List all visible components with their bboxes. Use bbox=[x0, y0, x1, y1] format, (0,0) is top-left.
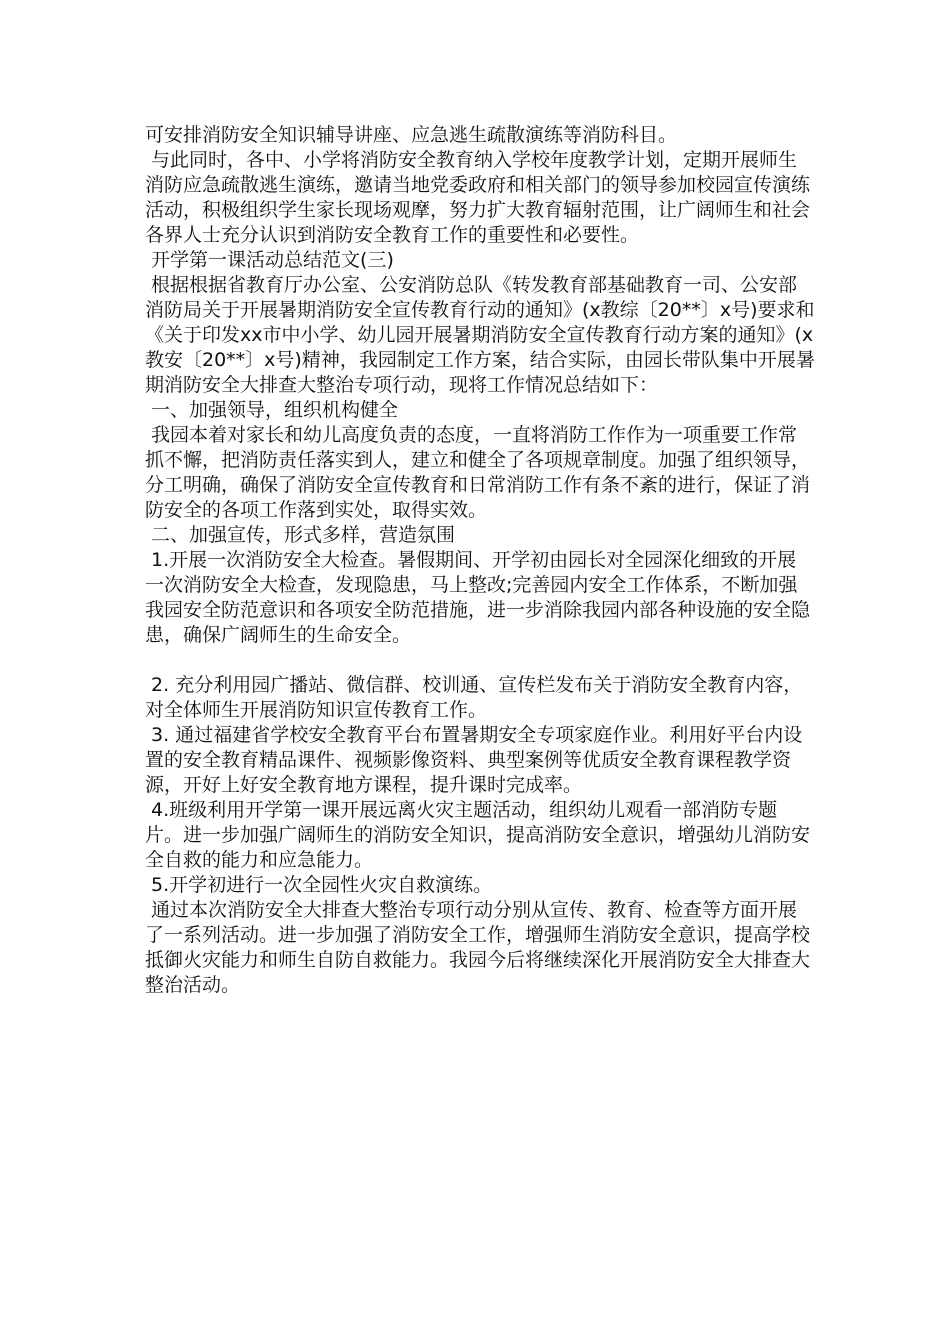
paragraph-leadership: 我园本着对家长和幼儿高度负责的态度，一直将消防工作作为一项重要工作常抓不懈，把消防责任落实到人，建立和健全了各项规章制度。加强了组织领导，分工明确，确保了消防安全宣传教育和日常消防工作有条不紊的进行，保证了消防安全的各项工作落到实处，取得实效。 bbox=[145, 424, 811, 521]
paragraph-continuation: 可安排消防安全知识辅导讲座、应急逃生疏散演练等消防科目。 bbox=[145, 124, 678, 146]
list-item-5: 5.开学初进行一次全园性火灾自救演练。 bbox=[145, 874, 493, 896]
document-body bbox=[145, 123, 815, 998]
paragraph-conclusion: 通过本次消防安全大排查大整治专项行动分别从宣传、教育、检查等方面开展了一系列活动。进一步加强了消防安全工作，增强师生消防安全意识，提高学校抵御火灾能力和师生自防自救能力。我园今后将继续深化开展消防安全大排查大整治活动。 bbox=[145, 899, 811, 996]
list-item-1: 1.开展一次消防安全大检查。暑假期间、开学初由园长对全园深化细致的开展一次消防安全大检查，发现隐患，马上整改;完善园内安全工作体系，不断加强我园安全防范意识和各项安全防范措施，进一步消除我园内部各种设施的安全隐患，确保广阔师生的生命安全。 bbox=[145, 549, 811, 646]
paragraph-school-plan: 与此同时，各中、小学将消防安全教育纳入学校年度教学计划，定期开展师生消防应急疏散逃生演练，邀请当地党委政府和相关部门的领导参加校园宣传演练活动，积极组织学生家长现场观摩，努力扩大教育辐射范围，让广阔师生和社会各界人士充分认识到消防安全教育工作的重要性和必要性。 bbox=[145, 149, 811, 246]
paragraph-spacer bbox=[145, 648, 815, 673]
heading-leadership: 一、加强领导，组织机构健全 bbox=[145, 399, 399, 421]
section-title: 开学第一课活动总结范文(三) bbox=[145, 249, 394, 271]
list-item-2: 2. 充分利用园广播站、微信群、校训通、宣传栏发布关于消防安全教育内容，对全体师生开展消防知识宣传教育工作。 bbox=[145, 674, 803, 721]
heading-publicity: 二、加强宣传，形式多样，营造氛围 bbox=[145, 524, 456, 546]
list-item-3: 3. 通过福建省学校安全教育平台布置暑期安全专项家庭作业。利用好平台内设置的安全教育精品课件、视频影像资料、典型案例等优质安全教育课程教学资源，开好上好安全教育地方课程，提升课时完成率。 bbox=[145, 724, 803, 796]
list-item-4: 4.班级利用开学第一课开展远离火灾主题活动，组织幼儿观看一部消防专题片。进一步加强广阔师生的消防安全知识，提高消防安全意识，增强幼儿消防安全自救的能力和应急能力。 bbox=[145, 799, 811, 871]
paragraph-intro: 根据根据省教育厅办公室、公安消防总队《转发教育部基础教育一司、公安部消防局关于开展暑期消防安全宣传教育行动的通知》(x教综〔20**〕x号)要求和《关于印发xx市中小学、幼儿园开展暑期消防安全宣传教育行动方案的通知》(x教安〔20**〕x号)精神，我园制定工作方案，结合实际，由园长带队集中开展暑期消防安全大排查大整治专项行动，现将工作情况总结如下： bbox=[145, 274, 815, 396]
